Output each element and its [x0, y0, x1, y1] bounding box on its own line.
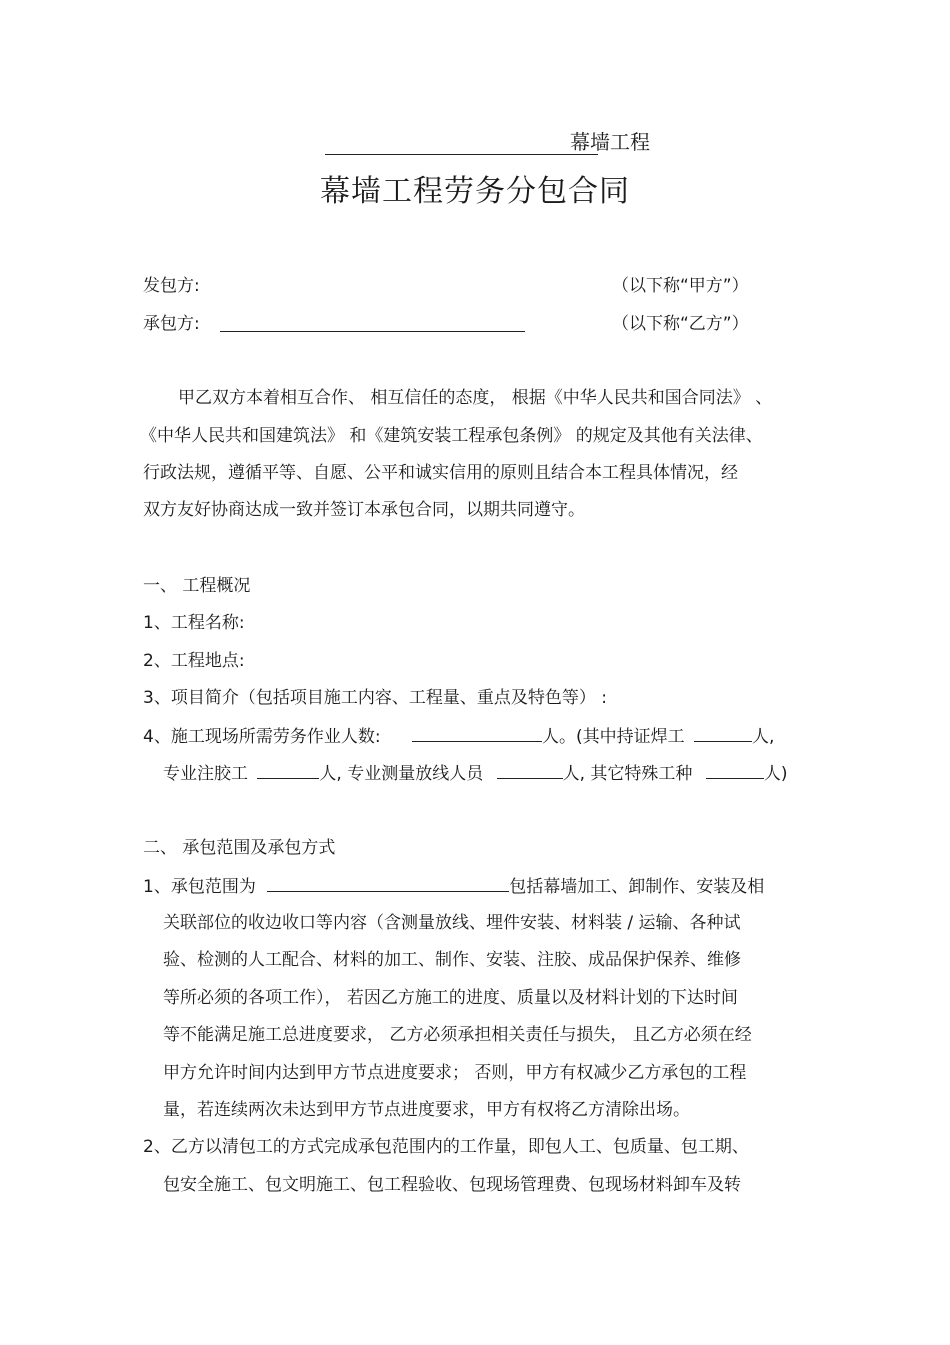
- section1-item4-line1: [143, 724, 774, 749]
- preamble-line-1: 甲乙双方本着相互合作、 相互信任的态度， 根据《中华人民共和国合同法》 、: [178, 388, 773, 408]
- section1-item3: 3、项目简介（包括项目施工内容、工程量、重点及特色等） :: [143, 688, 607, 708]
- section2-item1-line2: 关联部位的收边收口等内容（含测量放线、埋件安装、材料装 / 运输、各种试: [163, 913, 741, 933]
- contractor-alias: （以下称“乙方”）: [612, 314, 749, 334]
- section1-heading: 一、 工程概况: [143, 576, 251, 596]
- section2-item1-line7: 量，若连续两次未达到甲方节点进度要求，甲方有权将乙方清除出场。: [163, 1100, 690, 1120]
- section2-item1-line6: 甲方允许时间内达到甲方节点进度要求； 否则，甲方有权减少乙方承包的工程: [163, 1063, 747, 1083]
- document-title: 幕墙工程劳务分包合同: [320, 174, 630, 209]
- section2-heading: 二、 承包范围及承包方式: [143, 838, 336, 858]
- item4-line2-text-d: 人): [763, 764, 788, 784]
- contractor-label: 承包方:: [143, 314, 200, 334]
- item4-welder-blank: [694, 724, 752, 742]
- section2-item2-line2: 包安全施工、包文明施工、包工程验收、包现场管理费、包现场材料卸车及转: [163, 1175, 741, 1195]
- section1-item1: 1、工程名称:: [143, 613, 245, 633]
- item4-text-a: 人。(其中持证焊工: [541, 727, 685, 747]
- preamble-line-4: 双方友好协商达成一致并签订本承包合同，以期共同遵守。: [143, 500, 585, 520]
- header-project-line: [325, 129, 650, 155]
- item4-label: 4、施工现场所需劳务作业人数:: [143, 727, 381, 747]
- item4-survey-blank: [497, 761, 563, 779]
- section1-item2: 2、工程地点:: [143, 651, 245, 671]
- scope-text-1: 包括幕墙加工、卸制作、安装及相: [509, 877, 765, 897]
- scope-label: 1、承包范围为: [143, 877, 256, 897]
- preamble-line-2: 《中华人民共和国建筑法》 和《建筑安装工程承包条例》 的规定及其他有关法律、: [140, 426, 763, 446]
- scope-blank: [267, 874, 509, 892]
- section2-item1-line3: 验、检测的人工配合、材料的加工、制作、安装、注胶、成品保护保养、维修: [163, 950, 741, 970]
- item4-glue-blank: [257, 761, 319, 779]
- header-project-suffix: 幕墙工程: [570, 130, 650, 154]
- employer-alias: （以下称“甲方”）: [612, 276, 749, 296]
- item4-line2-text-a: 专业注胶工: [163, 764, 248, 784]
- section1-item4-line2: [163, 761, 787, 786]
- item4-line2-text-c: 人, 其它特殊工种: [562, 764, 693, 784]
- preamble-line-3: 行政法规，遵循平等、自愿、公平和诚实信用的原则且结合本工程具体情况，经: [143, 463, 738, 483]
- employer-label: 发包方:: [143, 276, 200, 296]
- section2-item2-line1: 2、乙方以清包工的方式完成承包范围内的工作量，即包人工、包质量、包工期、: [143, 1137, 749, 1157]
- item4-special-blank: [706, 761, 764, 779]
- contractor-blank: [220, 331, 525, 332]
- item4-text-b: 人,: [752, 727, 775, 747]
- section2-item1-line1: [143, 874, 764, 899]
- section2-item1-line4: 等所必须的各项工作）， 若因乙方施工的进度、质量以及材料计划的下达时间: [163, 988, 738, 1008]
- item4-total-blank: [412, 724, 542, 742]
- section2-item1-line5: 等不能满足施工总进度要求， 乙方必须承担相关责任与损失， 且乙方必须在经: [163, 1025, 752, 1045]
- item4-line2-text-b: 人, 专业测量放线人员: [319, 764, 484, 784]
- header-project-blank: [325, 154, 598, 155]
